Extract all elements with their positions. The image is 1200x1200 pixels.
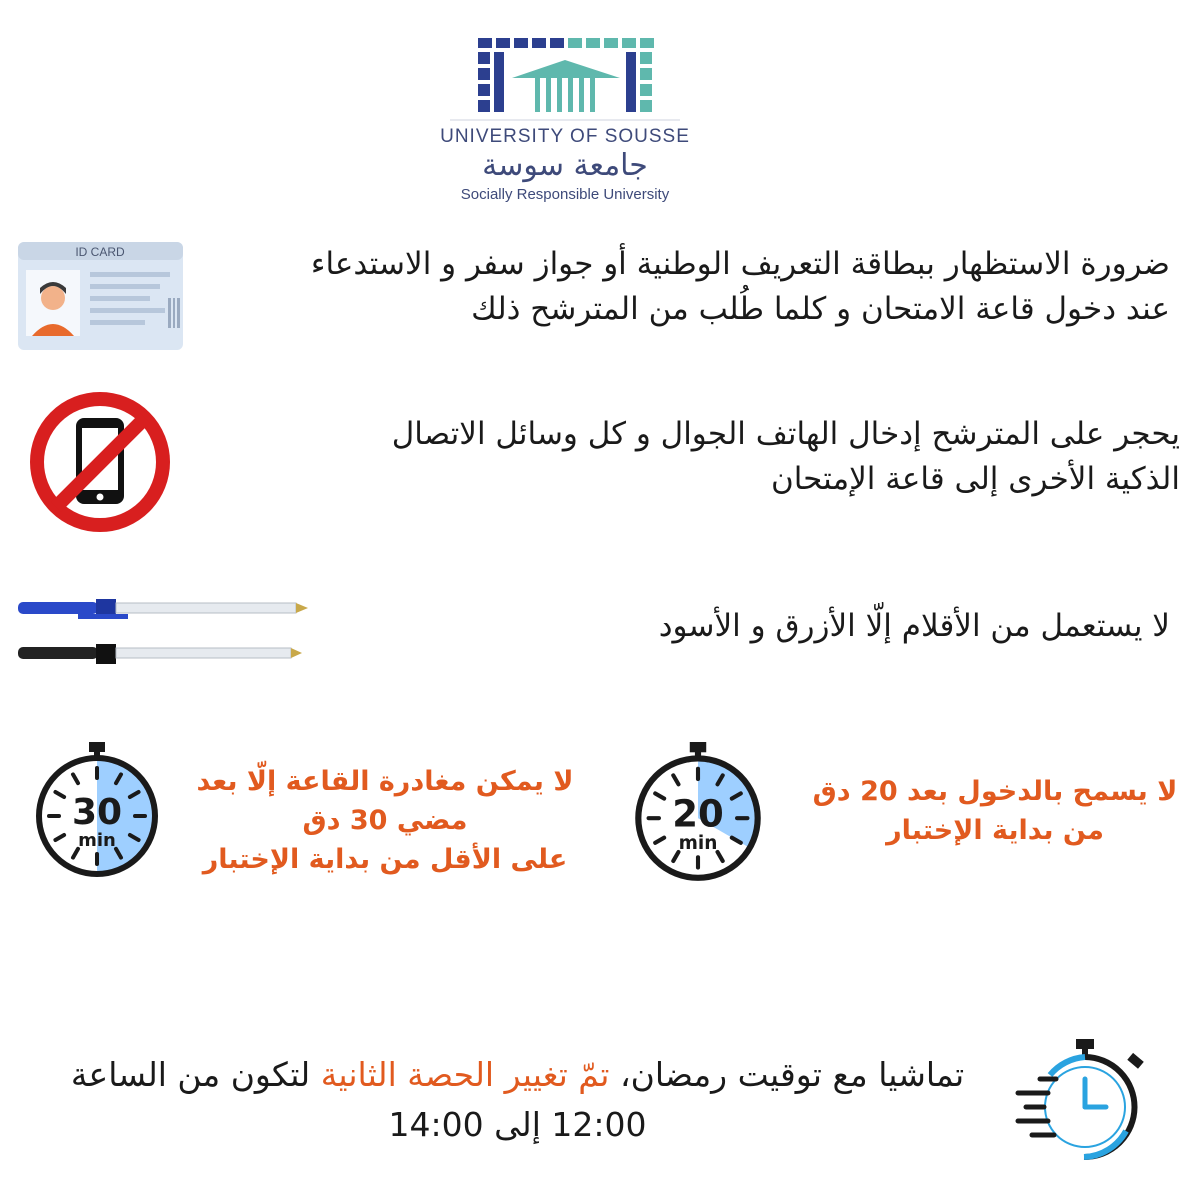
stopwatch-icon [1012, 1035, 1152, 1175]
timer-20-line-1: لا يسمح بالدخول بعد 20 دق [812, 776, 1178, 807]
rule-phone-line-1: يحجر على المترشح إدخال الهاتف الجوال و كل وسائل الاتصال [391, 416, 1180, 452]
timer-30-line-3: على الأقل من بداية الإختبار [202, 844, 568, 875]
notice-part-1: تماشيا مع توقيت رمضان، [609, 1055, 965, 1094]
university-emblem-icon [440, 36, 690, 126]
timer-tick [673, 775, 678, 784]
timer-30-unit: min [78, 830, 116, 851]
notice-highlight: تمّ تغيير الحصة الثانية [320, 1055, 610, 1094]
no-phone-icon [28, 390, 173, 535]
university-logo [440, 36, 700, 208]
timer-tick [655, 838, 664, 843]
pens-icon [18, 595, 308, 670]
rule-no-phone [205, 412, 1180, 502]
timer-20-number: 20 [672, 792, 724, 836]
rule-id-card [205, 242, 1170, 332]
logo-tagline: Socially Responsible University [460, 186, 670, 203]
timer-30-line-1: لا يمكن مغادرة القاعة إلّا بعد [196, 766, 574, 797]
timer-tick [55, 835, 64, 840]
timer-tick [73, 774, 78, 783]
ramadan-notice [30, 1050, 1005, 1150]
timer-20-unit: min [678, 833, 718, 855]
logo-name-en: UNIVERSITY OF SOUSSE [440, 126, 690, 147]
timer-30-line-2: مضي 30 دق [302, 805, 468, 836]
rule-pens [330, 604, 1170, 649]
timer-30-icon [33, 742, 161, 880]
notice-part-2: لتكون من الساعة [70, 1055, 321, 1094]
id-card-icon [18, 242, 183, 350]
rule-id-line-1: ضرورة الاستظهار ببطاقة التعريف الوطنية أو جواز سفر و الاستدعاء [310, 246, 1170, 282]
notice-line-2: 12:00 إلى 14:00 [388, 1105, 647, 1144]
id-card-label: ID CARD [75, 245, 125, 259]
timer-20-text [790, 772, 1200, 850]
timer-tick [55, 792, 64, 797]
notice-line-1 [30, 1050, 1005, 1100]
timer-30-number: 30 [71, 792, 123, 833]
timer-20-line-2: من بداية الإختبار [886, 815, 1104, 846]
timer-30-text [185, 762, 585, 879]
timer-tick [655, 793, 664, 798]
rule-pens-line-1: لا يستعمل من الأقلام إلّا الأزرق و الأسود [658, 608, 1170, 644]
timer-20-icon [632, 742, 764, 884]
rule-id-line-2: عند دخول قاعة الامتحان و كلما طُلب من المترشح ذلك [471, 291, 1170, 327]
timer-tick [718, 852, 723, 861]
logo-name-ar: جامعة سوسة [482, 148, 648, 183]
rule-phone-line-2: الذكية الأخرى إلى قاعة الإمتحان [770, 461, 1180, 497]
